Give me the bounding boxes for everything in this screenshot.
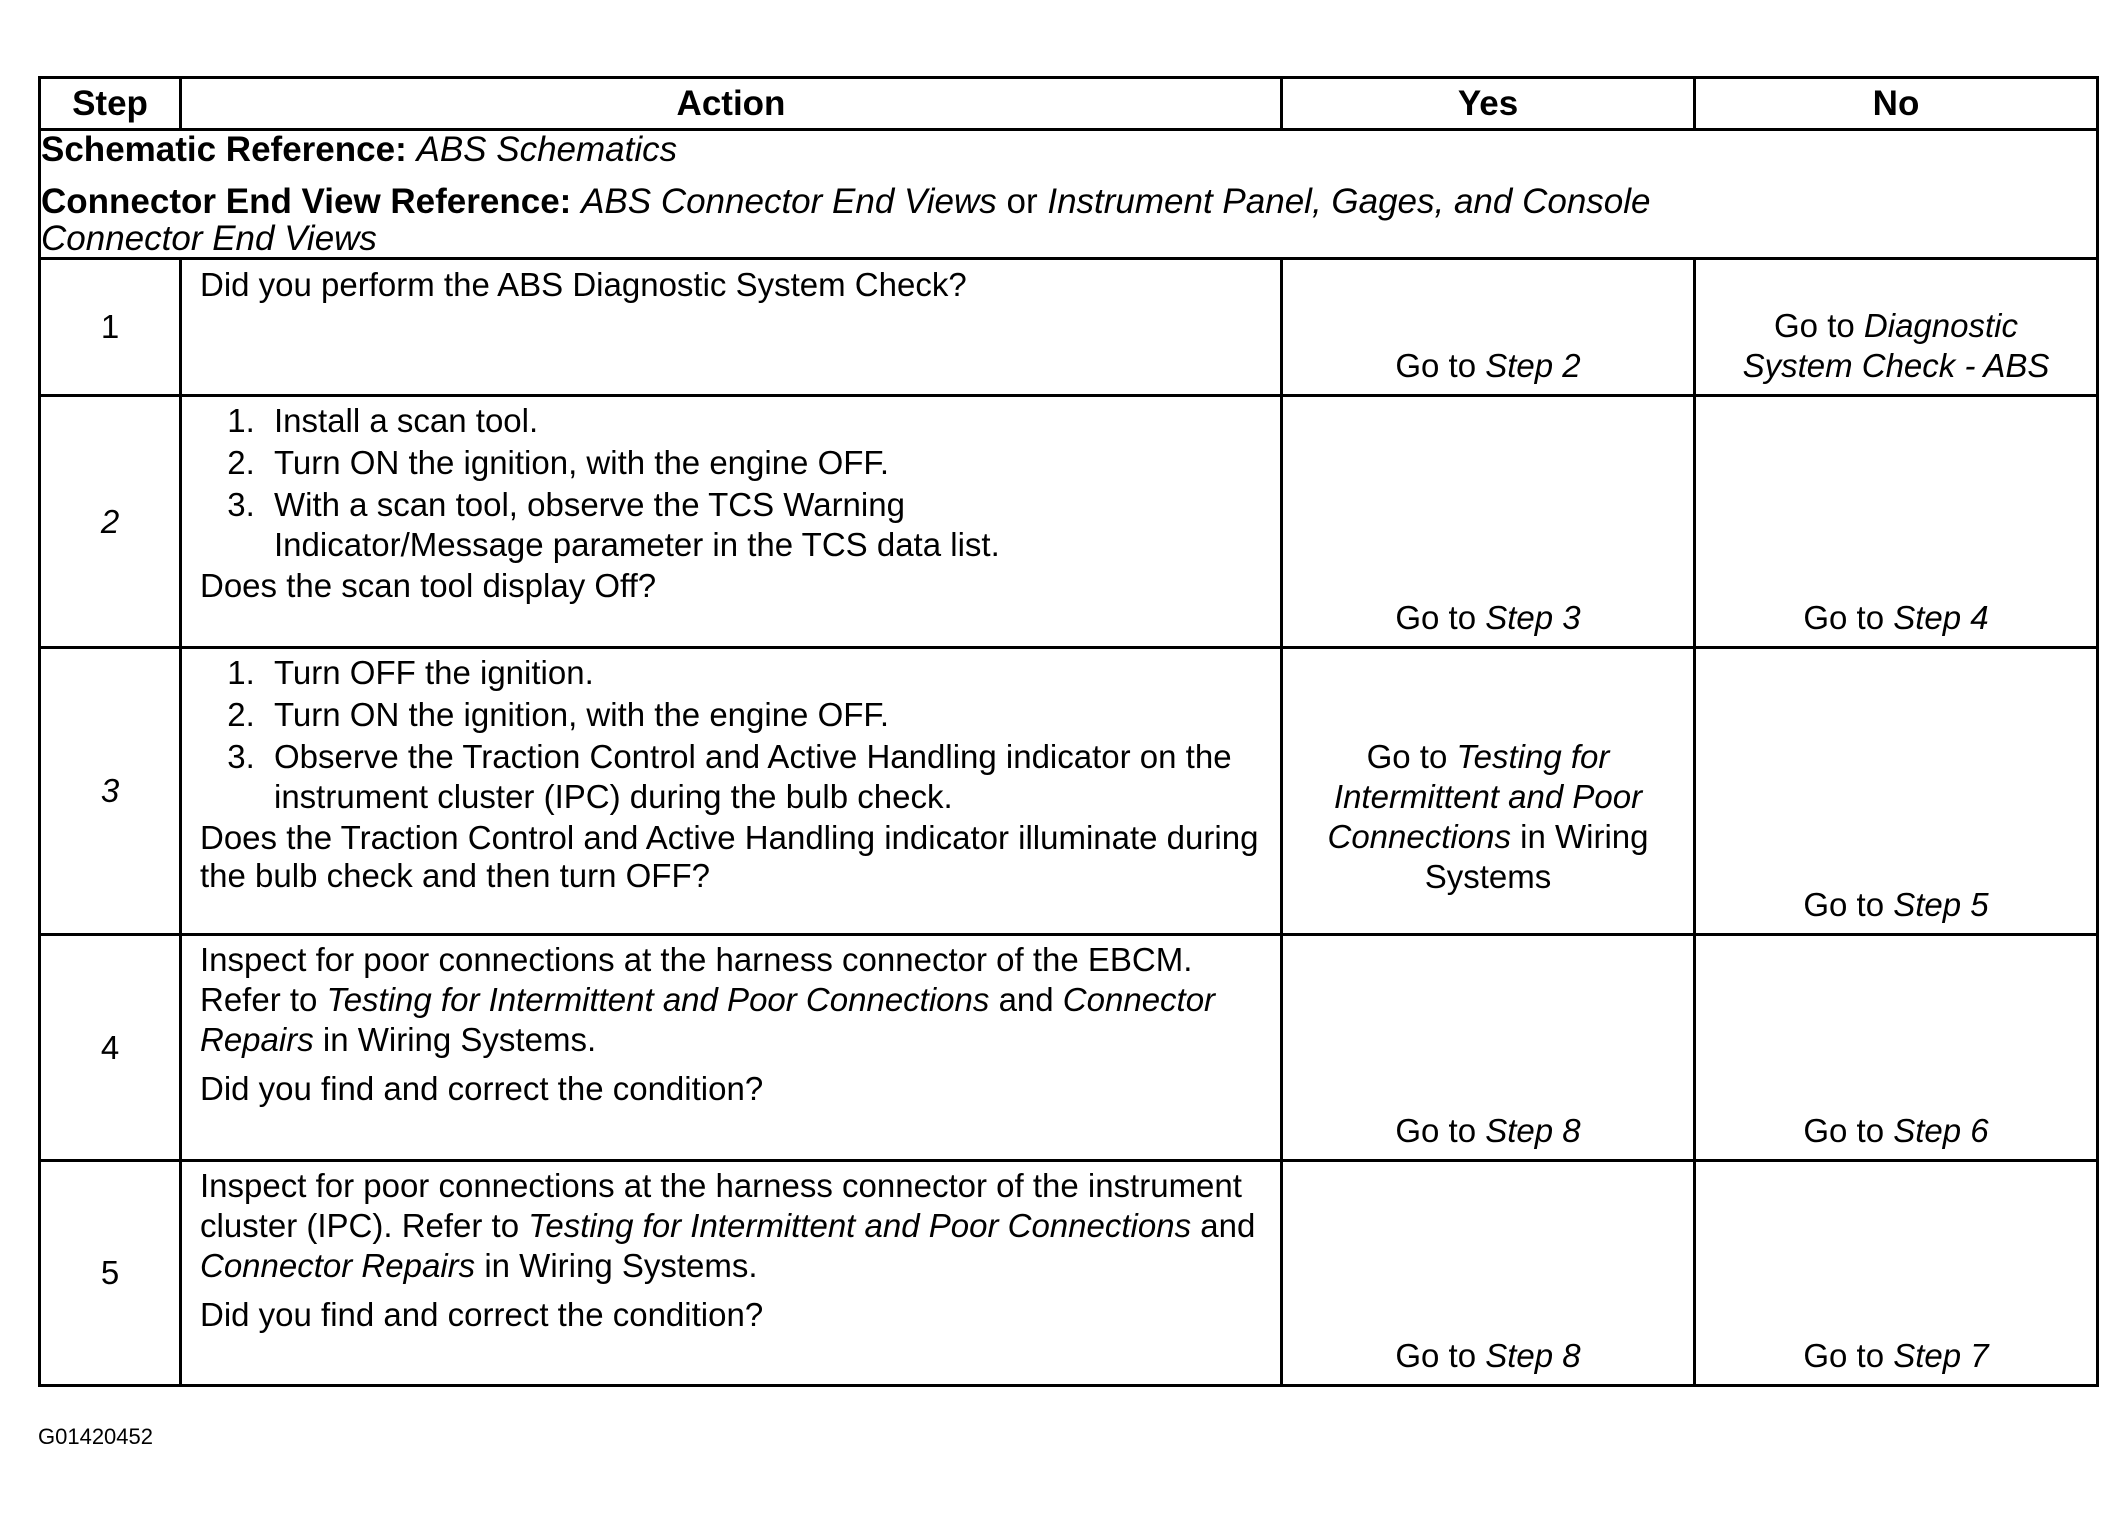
- yes-cell: [1282, 259, 1695, 396]
- step-row-1: [40, 259, 2098, 396]
- step-row-2: [40, 396, 2098, 648]
- yes-prefix: Go to: [1366, 738, 1448, 775]
- description-text: in Wiring Systems.: [484, 1247, 758, 1284]
- schematic-reference: [41, 131, 2096, 168]
- description-link[interactable]: Connector Repairs: [200, 981, 1216, 1058]
- connector-reference-or: or: [1006, 182, 1038, 221]
- yes-target-link[interactable]: Step 2: [1485, 347, 1581, 384]
- step-description: [200, 1166, 1262, 1286]
- yes-cell: [1282, 648, 1695, 935]
- step-number: 4: [40, 935, 181, 1161]
- yes-cell: [1282, 935, 1695, 1161]
- no-prefix: Go to: [1803, 886, 1885, 923]
- yes-prefix: Go to: [1395, 1337, 1477, 1374]
- step-row-4: [40, 935, 2098, 1161]
- step-question: Does the scan tool display Off?: [200, 567, 657, 604]
- step-number: 2: [40, 396, 181, 648]
- yes-prefix: Go to: [1395, 1112, 1477, 1149]
- yes-prefix: Go to: [1395, 347, 1477, 384]
- description-text: in Wiring Systems.: [322, 1021, 597, 1058]
- action-cell: [181, 648, 1282, 935]
- step-question: Did you perform the ABS Diagnostic System Check?: [200, 266, 967, 303]
- description-link[interactable]: Connector Repairs: [200, 1247, 476, 1284]
- yes-target-link[interactable]: Step 8: [1485, 1337, 1581, 1374]
- header-yes: Yes: [1282, 78, 1695, 130]
- connector-reference-link-2[interactable]: Instrument Panel, Gages, and Console Connector End Views: [41, 182, 1651, 258]
- no-target-link[interactable]: Step 6: [1893, 1112, 1989, 1149]
- connector-reference: [41, 183, 1761, 257]
- description-link[interactable]: Testing for Intermittent and Poor Connections: [528, 1207, 1192, 1244]
- step-row-3: [40, 648, 2098, 935]
- header-row: [40, 78, 2098, 130]
- header-action: Action: [181, 78, 1282, 130]
- step-question: Did you find and correct the condition?: [200, 1070, 764, 1107]
- yes-suffix: in Wiring Systems: [1424, 818, 1649, 895]
- reference-row: [40, 130, 2098, 259]
- yes-target-link[interactable]: Testing for Intermittent and Poor Connections: [1327, 738, 1643, 855]
- figure-id: G01420452: [38, 1424, 153, 1449]
- yes-cell: [1282, 1161, 1695, 1386]
- schematic-reference-label: Schematic Reference:: [41, 130, 407, 169]
- description-link[interactable]: Testing for Intermittent and Poor Connections: [326, 981, 990, 1018]
- step-question: Did you find and correct the condition?: [200, 1296, 764, 1333]
- step-instructions: [200, 653, 1262, 817]
- instruction-item: 1. Turn OFF the ignition.: [264, 653, 1262, 693]
- no-cell: [1695, 396, 2098, 648]
- connector-reference-label: Connector End View Reference:: [41, 182, 572, 221]
- step-question: Does the Traction Control and Active Handling indicator illuminate during the bulb check and then turn OFF?: [200, 819, 1259, 894]
- no-prefix: Go to: [1803, 1337, 1885, 1374]
- connector-reference-link-1[interactable]: ABS Connector End Views: [581, 182, 997, 221]
- step-row-5: [40, 1161, 2098, 1386]
- header-step: Step: [40, 78, 181, 130]
- step-instructions: [200, 401, 1262, 565]
- action-cell: [181, 1161, 1282, 1386]
- instruction-item: 3. Observe the Traction Control and Active Handling indicator on the instrument cluster (IPC) during the bulb check.: [264, 737, 1262, 817]
- step-number: 5: [40, 1161, 181, 1386]
- diagnostic-table: [38, 76, 2099, 1387]
- yes-cell: [1282, 396, 1695, 648]
- action-cell: [181, 396, 1282, 648]
- no-prefix: Go to: [1803, 1112, 1885, 1149]
- yes-target-link[interactable]: Step 8: [1485, 1112, 1581, 1149]
- yes-prefix: Go to: [1395, 599, 1477, 636]
- step-description: [200, 940, 1262, 1060]
- no-cell: [1695, 1161, 2098, 1386]
- action-cell: [181, 259, 1282, 396]
- instruction-item: 1. Install a scan tool.: [264, 401, 1262, 441]
- no-cell: [1695, 935, 2098, 1161]
- header-no: No: [1695, 78, 2098, 130]
- yes-target-link[interactable]: Step 3: [1485, 599, 1581, 636]
- no-target-link[interactable]: Step 7: [1893, 1337, 1989, 1374]
- instruction-item: 2. Turn ON the ignition, with the engine OFF.: [264, 695, 1262, 735]
- no-cell: [1695, 259, 2098, 396]
- no-target-link[interactable]: Step 4: [1893, 599, 1989, 636]
- no-prefix: Go to: [1803, 599, 1885, 636]
- no-target-link[interactable]: Diagnostic System Check - ABS: [1742, 307, 2050, 384]
- description-and: and: [998, 981, 1054, 1018]
- schematic-reference-link[interactable]: ABS Schematics: [416, 130, 678, 169]
- no-cell: [1695, 648, 2098, 935]
- description-text: Inspect for poor connections at the harness connector of the EBCM. Refer to: [200, 941, 1193, 1018]
- no-target-link[interactable]: Step 5: [1893, 886, 1989, 923]
- reference-cell: [40, 130, 2098, 259]
- step-number: 1: [40, 259, 181, 396]
- no-prefix: Go to: [1774, 307, 1855, 344]
- step-number: 3: [40, 648, 181, 935]
- instruction-item: 3. With a scan tool, observe the TCS Warning Indicator/Message parameter in the TCS data list.: [264, 485, 1034, 565]
- instruction-item: 2. Turn ON the ignition, with the engine OFF.: [264, 443, 1262, 483]
- action-cell: [181, 935, 1282, 1161]
- description-and: and: [1200, 1207, 1256, 1244]
- description-text: Inspect for poor connections at the harness connector of the instrument cluster (IPC). Refer to: [200, 1167, 1242, 1244]
